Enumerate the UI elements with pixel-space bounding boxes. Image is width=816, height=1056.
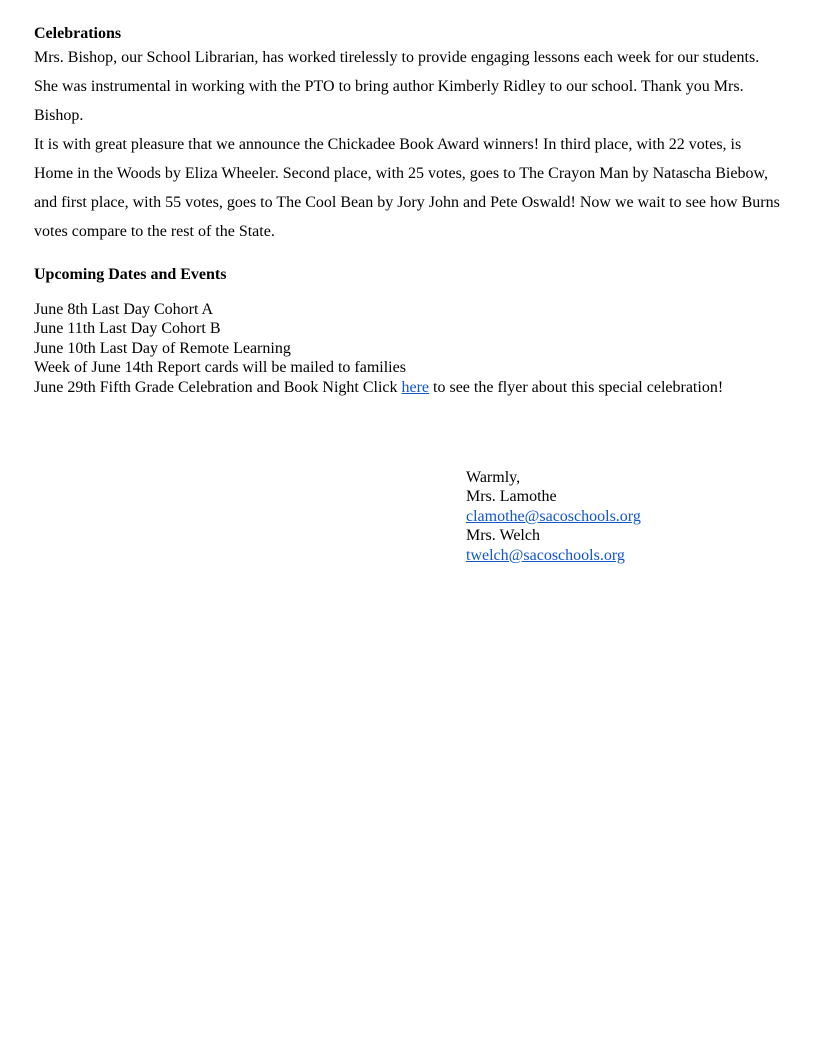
flyer-link[interactable]: here — [401, 378, 430, 396]
list-item-celebration — [34, 378, 784, 397]
events-list — [34, 300, 784, 397]
email-link-lamothe[interactable]: clamothe@sacoschools.org — [466, 507, 641, 525]
signer-name-lamothe: Mrs. Lamothe — [466, 488, 557, 506]
list-item: Week of June 14th Report cards will be mailed to families — [34, 359, 406, 377]
celebration-text-suffix: to see the flyer about this special celebration! — [429, 378, 724, 396]
closing-text: Warmly, — [466, 469, 521, 486]
signature-block — [466, 468, 641, 565]
celebrations-heading: Celebrations — [34, 25, 122, 42]
list-item: June 10th Last Day of Remote Learning — [34, 339, 291, 357]
librarian-paragraph: Mrs. Bishop, our School Librarian, has worked tirelessly to provide engaging lessons each week for our students. She was instrumental in working with the PTO to bring author Kimberly Ridley to our school. Thank you Mrs. Bishop. — [34, 49, 760, 124]
signer-name-welch: Mrs. Welch — [466, 527, 540, 545]
email-link-welch[interactable]: twelch@sacoschools.org — [466, 546, 625, 564]
events-heading: Upcoming Dates and Events — [34, 266, 227, 283]
book-award-paragraph: It is with great pleasure that we announce the Chickadee Book Award winners! In third place, with 22 votes, is Home in the Woods by Eliza Wheeler. Second place, with 25 votes, goes to The Crayon Man by Natascha Biebow, and first place, with 55 votes, goes to The Cool Bean by Jory John and Pete Oswald! Now we wait to see how Burns votes compare to the rest of the State. — [34, 136, 780, 240]
list-item: June 11th Last Day Cohort B — [34, 320, 221, 338]
list-item: June 8th Last Day Cohort A — [34, 301, 214, 318]
newsletter-page — [34, 24, 784, 397]
celebration-text-prefix: June 29th Fifth Grade Celebration and Book Night Click — [34, 378, 402, 396]
